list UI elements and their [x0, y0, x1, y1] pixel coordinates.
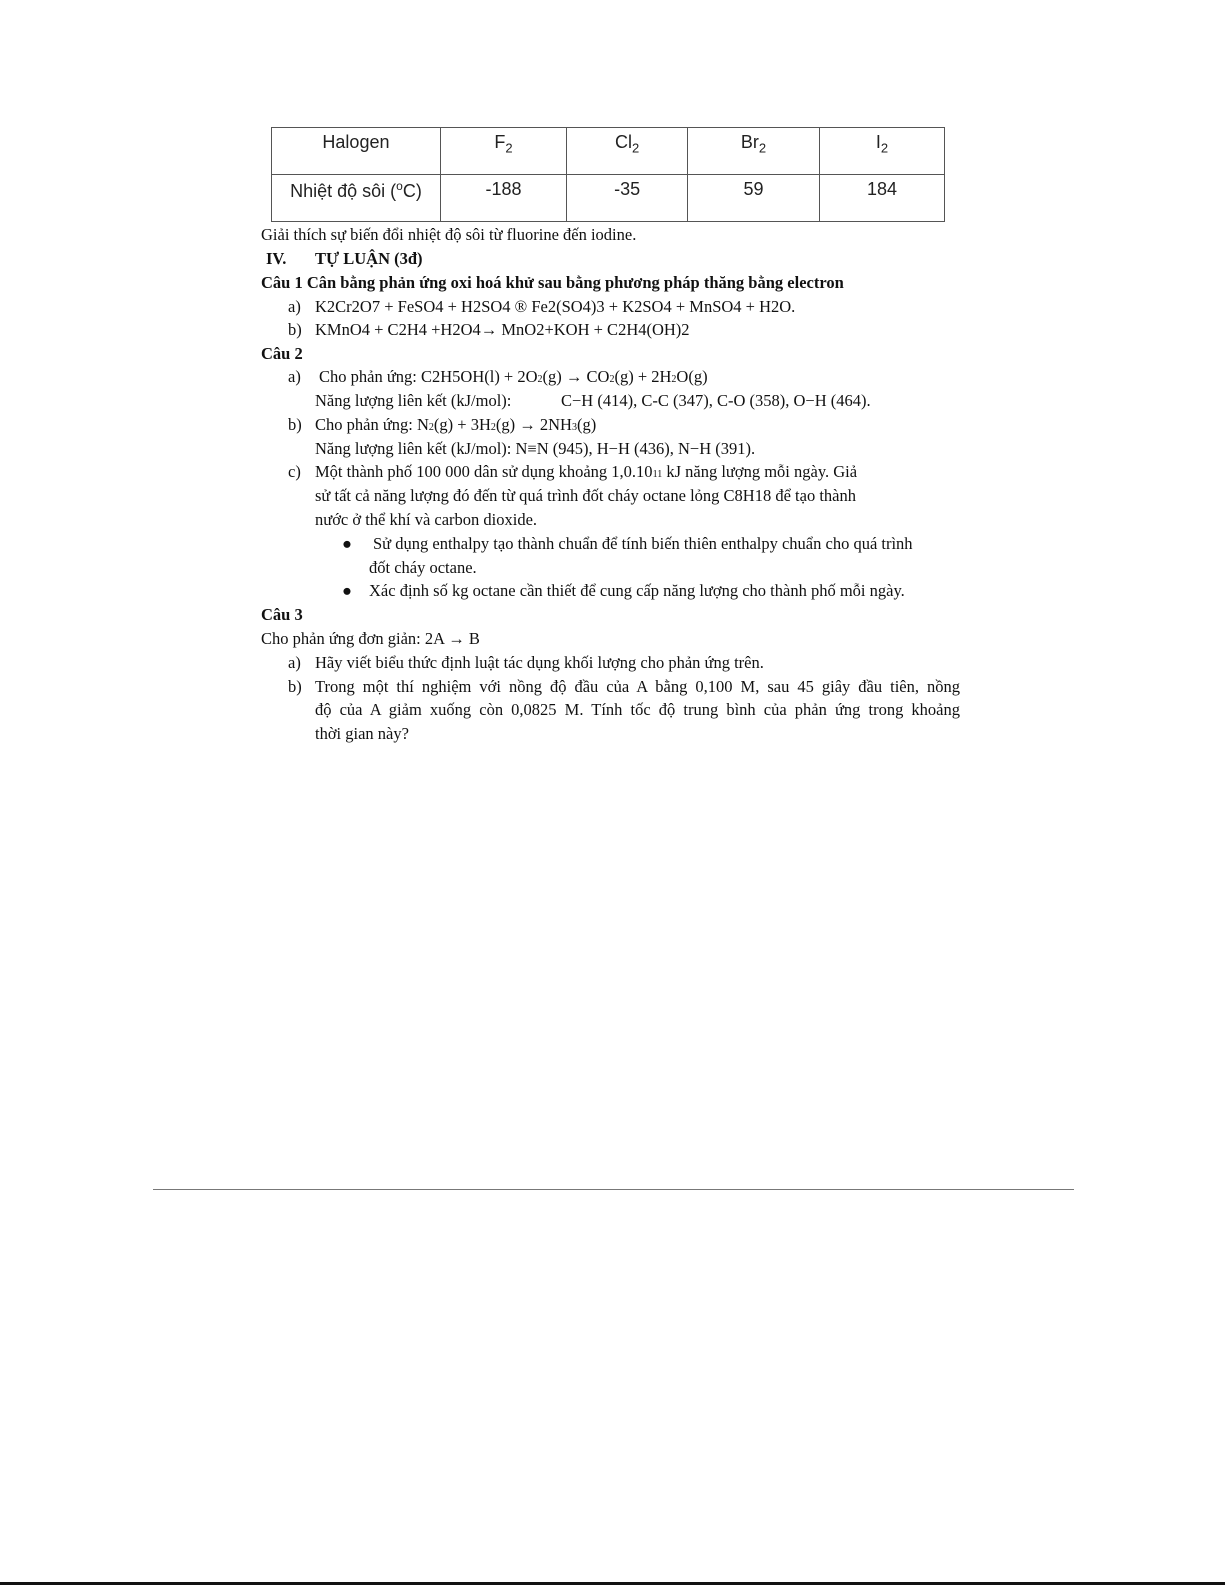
table-header-cell: $Br_2$ [688, 128, 820, 175]
page-divider [153, 1189, 1074, 1190]
list-marker: b) [288, 415, 302, 434]
list-marker: a) [288, 367, 301, 386]
list-marker: c) [288, 462, 301, 481]
q2-reaction-b: Cho phản ứng: N2(g) + 3H2(g) → 2NH3(g) [315, 415, 597, 434]
q1-equation-b: KMnO4 + C2H4 +H2O4→ MnO2+KOH + C2H4(OH)2 [315, 320, 690, 339]
boiling-point-table [271, 127, 945, 222]
q1-equation-a: K2Cr2O7 + FeSO4 + H2SO4 ® Fe2(SO4)3 + K2SO4 + MnSO4 + H2O. [315, 297, 796, 316]
table-row [272, 175, 945, 222]
q2-c-line-1: Một thành phố 100 000 dân sử dụng khoảng 1,0.1011 kJ năng lượng mỗi ngày. Giả [315, 462, 858, 481]
list-marker: a) [288, 297, 301, 316]
table-row-label: Nhiệt độ sôi ($^o$C) [272, 175, 441, 222]
q2-bullet-1-line-1: Sử dụng enthalpy tạo thành chuẩn để tính biến thiên enthalpy chuẩn cho quá trình [373, 534, 913, 553]
table-header-halogen: Halogen [272, 128, 441, 175]
bullet-icon: ● [342, 581, 352, 600]
table-cell: -188 [440, 175, 566, 222]
q2-c-line-3: nước ở thể khí và carbon dioxide. [315, 510, 538, 529]
table-header-cell: $F_2$ [440, 128, 566, 175]
table-header-cell: $I_2$ [819, 128, 944, 175]
list-marker: a) [288, 653, 301, 672]
bullet-icon: ● [342, 534, 352, 553]
question-1-title: Câu 1 Cân bằng phản ứng oxi hoá khử sau bằng phương pháp thăng bằng electron [261, 273, 844, 292]
explain-text: Giải thích sự biến đổi nhiệt độ sôi từ fluorine đến iodine. [261, 225, 637, 244]
section-title: TỰ LUẬN (3đ) [315, 249, 423, 268]
q3-intro: Cho phản ứng đơn giản: 2A → B [261, 629, 480, 648]
table-cell: 184 [819, 175, 944, 222]
list-marker: b) [288, 677, 302, 696]
list-marker: b) [288, 320, 302, 339]
table-cell: -35 [567, 175, 688, 222]
q3-b-line-2: độ của A giảm xuống còn 0,0825 M. Tính tốc độ trung bình của phản ứng trong khoảng [315, 700, 960, 719]
q2-energy-a: C−H (414), C-C (347), C-O (358), O−H (464). [561, 391, 871, 410]
table-cell: 59 [688, 175, 820, 222]
q3-a: Hãy viết biểu thức định luật tác dụng khối lượng cho phản ứng trên. [315, 653, 764, 672]
q2-reaction-a: Cho phản ứng: C2H5OH(l) + 2O2(g) → CO2(g) + 2H2O(g) [319, 367, 708, 386]
q2-energy-b: Năng lượng liên kết (kJ/mol): N≡N (945), H−H (436), N−H (391). [315, 439, 756, 458]
q2-energy-label-a: Năng lượng liên kết (kJ/mol): [315, 391, 512, 410]
q2-bullet-1-line-2: đốt cháy octane. [369, 558, 477, 577]
q2-c-line-2: sử tất cả năng lượng đó đến từ quá trình đốt cháy octane lỏng C8H18 để tạo thành [315, 486, 856, 505]
q3-b-line-1: Trong một thí nghiệm với nồng độ đầu của A bằng 0,100 M, sau 45 giây đầu tiên, nồng [315, 677, 960, 696]
q2-bullet-2: Xác định số kg octane cần thiết để cung cấp năng lượng cho thành phố mỗi ngày. [369, 581, 905, 600]
table-header-row [272, 128, 945, 175]
question-2-title: Câu 2 [261, 344, 303, 363]
section-number: IV. [266, 249, 287, 268]
table-header-cell: $Cl_2$ [567, 128, 688, 175]
question-3-title: Câu 3 [261, 605, 303, 624]
q3-b-line-3: thời gian này? [315, 724, 409, 743]
